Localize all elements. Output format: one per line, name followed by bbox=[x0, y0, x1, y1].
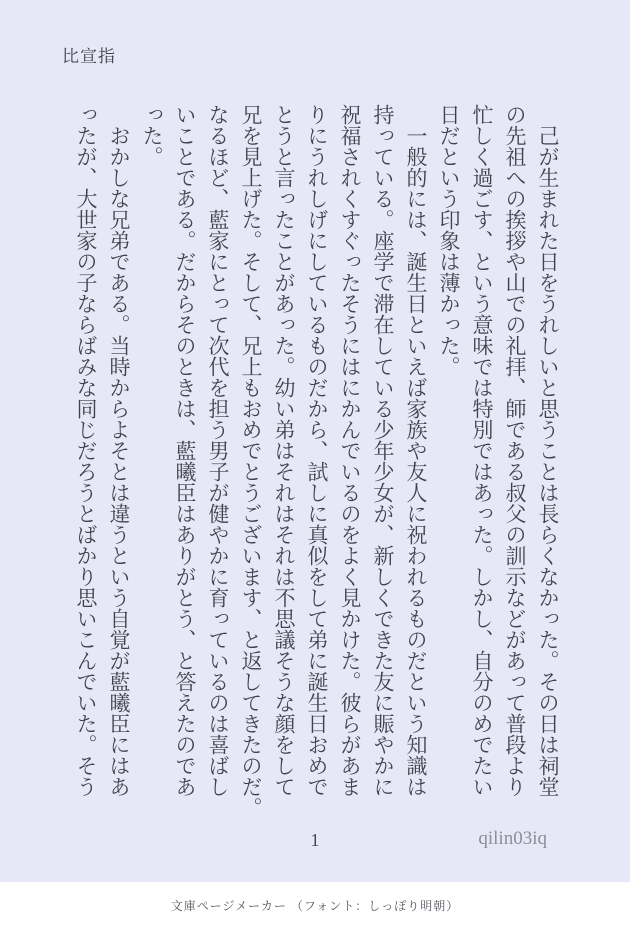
generator-credit: 文庫ページメーカー （フォント：しっぽり明朝） bbox=[170, 898, 460, 913]
text-column: りにうれしげにしているものだから、試しに真似をして弟に誕生日おめで bbox=[305, 104, 329, 797]
text-column: 祝福されくすぐったそうにはにかんでいるのをよく見かけた。彼らがあま bbox=[338, 104, 362, 797]
text-column: 兄を見上げた。そして、兄上もおめでとうございます、と返してきたのだ。 bbox=[239, 104, 263, 818]
text-column: 忙しく過ごす、という意味では特別ではあった。しかし、自分のめでたい bbox=[470, 104, 494, 797]
text-column: 己が生まれた日をうれしいと思うことは長らくなかった。その日は祠堂 bbox=[536, 104, 560, 797]
text-column: った。 bbox=[140, 104, 164, 167]
text-column: おかしな兄弟である。当時からよそとは違うという自覚が藍曦臣にはあ bbox=[107, 104, 131, 797]
footer-bar bbox=[0, 882, 630, 928]
text-column: とうと言ったことがあった。幼い弟はそれはそれは不思議そうな顔をして bbox=[272, 104, 296, 797]
text-column: 一般的には、誕生日といえば家族や友人に祝われるものだという知識は bbox=[404, 104, 428, 797]
page-number: 1 bbox=[310, 830, 320, 850]
text-column: いことである。だからそのときは、藍曦臣はありがとう、と答えたのであ bbox=[173, 104, 197, 797]
text-column: の先祖への挨拶や山での礼拝、師である叔父の訓示などがあって普段より bbox=[503, 104, 527, 797]
author-handle: qilin03iq bbox=[478, 828, 547, 849]
page-title: 比宣指 bbox=[62, 47, 116, 66]
text-column: なるほど、藍家にとって次代を担う男子が健やかに育っているのは喜ばし bbox=[206, 104, 230, 797]
body-text bbox=[69, 104, 564, 820]
text-column: ったが、大世家の子ならばみな同じだろうとばかり思いこんでいた。そう bbox=[74, 104, 98, 797]
text-column: 持っている。座学で滞在している少年少女が、新しくできた友に賑やかに bbox=[371, 104, 395, 797]
text-column: 日だという印象は薄かった。 bbox=[437, 104, 461, 377]
